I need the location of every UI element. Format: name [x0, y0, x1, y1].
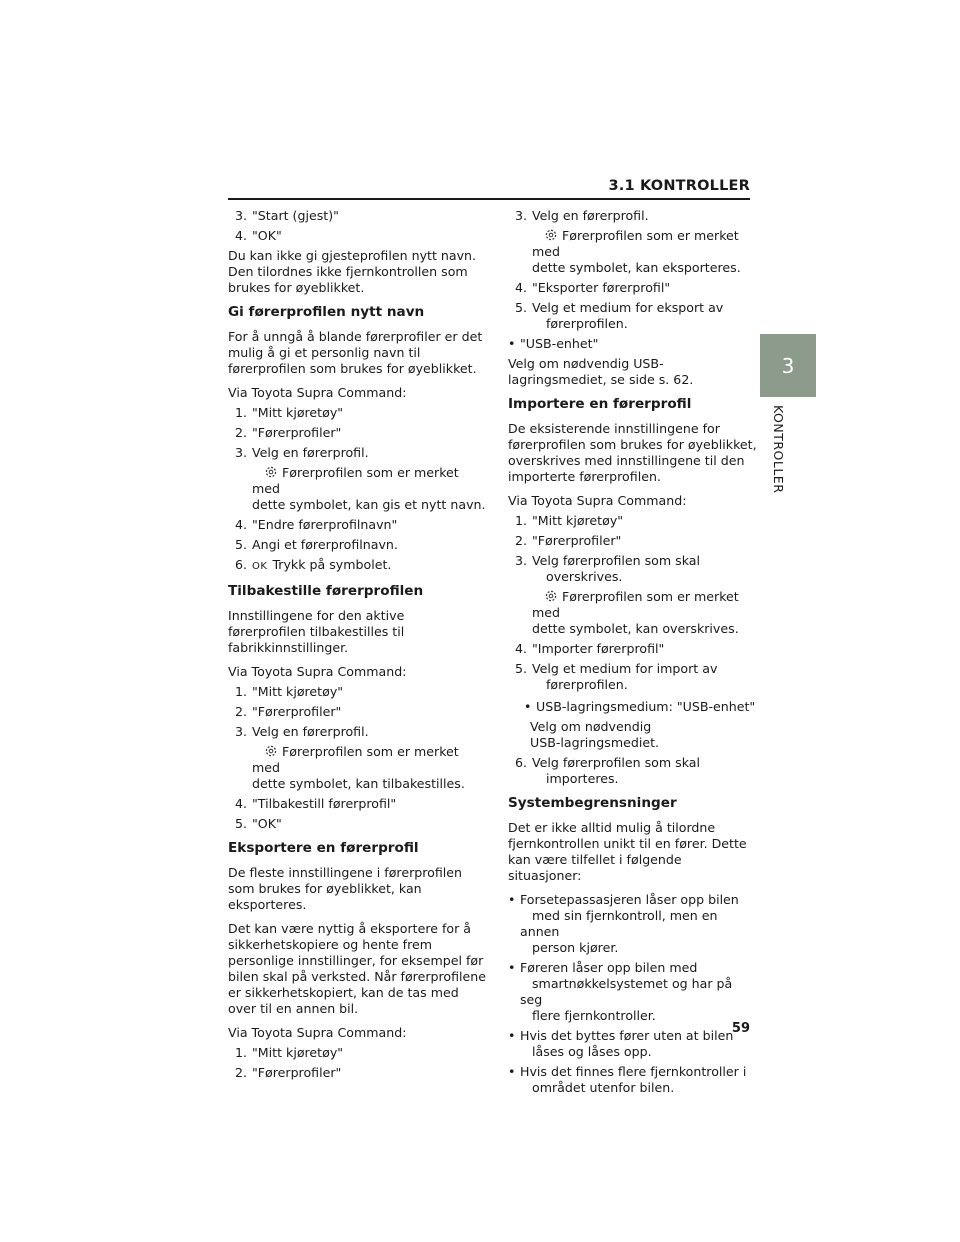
heading-system-limits: Systembegrensninger	[508, 795, 677, 811]
right-column	[508, 208, 758, 1100]
step: 5. Velg et medium for eksport av førerprofilen.	[515, 300, 724, 331]
via-command: Via Toyota Supra Command:	[508, 493, 687, 508]
via-command: Via Toyota Supra Command:	[228, 385, 407, 400]
step: 1. "Mitt kjøretøy"	[235, 405, 344, 420]
step: 5. Angi et førerprofilnavn.	[235, 537, 398, 552]
chapter-number: 3	[781, 353, 795, 378]
paragraph: De fleste innstillingene i førerprofilen som brukes for øyeblikket, kan eksporteres.	[228, 865, 463, 912]
bullet-item: • Hvis det finnes flere fjernkontroller i området utenfor bilen.	[508, 1064, 747, 1095]
paragraph: For å unngå å blande førerprofiler er det mulig å gi et personlig navn til førerprofilen som brukes for øyeblikket.	[228, 329, 483, 376]
header-rule	[228, 198, 750, 200]
section-header: 3.1 KONTROLLER	[608, 178, 750, 194]
bullet-item: • Føreren låser opp bilen med smartnøkkelsystemet og har på seg flere fjernkontroller.	[508, 960, 733, 1023]
step: 2. "Førerprofiler"	[515, 533, 622, 548]
step: 2. "Førerprofiler"	[235, 425, 342, 440]
step: 4. "OK"	[235, 228, 282, 243]
step-note: Førerprofilen som er merket med dette symbolet, kan tilbakestilles.	[252, 744, 465, 791]
bullet-item: • Forsetepassasjeren låser opp bilen med sin fjernkontroll, men en annen person kjører.	[508, 892, 739, 955]
step: 3. Velg førerprofilen som skal overskrives.	[515, 553, 700, 584]
step: 4. "Importer førerprofil"	[515, 641, 665, 656]
step: 5. Velg et medium for import av førerprofilen.	[515, 661, 718, 692]
paragraph: Innstillingene for den aktive førerprofilen tilbakestilles til fabrikkinnstillinger.	[228, 608, 405, 655]
step: 3. Velg en førerprofil.	[515, 208, 649, 223]
gear-icon	[544, 589, 558, 603]
heading-import-profile: Importere en førerprofil	[508, 396, 692, 412]
step: 2. "Førerprofiler"	[235, 704, 342, 719]
step: 2. "Førerprofiler"	[235, 1065, 342, 1080]
step: 4. "Tilbakestill førerprofil"	[235, 796, 397, 811]
paragraph: Velg om nødvendig USB-lagringsmediet, se side s. 62.	[508, 356, 694, 387]
step: 4. "Endre førerprofilnavn"	[235, 517, 398, 532]
step-note: Førerprofilen som er merket med dette symbolet, kan overskrives.	[532, 589, 739, 636]
gear-icon	[544, 228, 558, 242]
step: 3. "Start (gjest)"	[235, 208, 339, 223]
step: 1. "Mitt kjøretøy"	[235, 684, 344, 699]
bullet-item: • USB-lagringsmedium: "USB-enhet"	[524, 699, 756, 714]
paragraph: Det er ikke alltid mulig å tilordne fjernkontrollen unikt til en fører. Dette kan være tilfellet i følgende situasjoner:	[508, 820, 747, 883]
step: 6. OK Trykk på symbolet.	[228, 557, 486, 575]
chapter-tab	[760, 334, 816, 397]
step-note: Førerprofilen som er merket med dette symbolet, kan gis et nytt navn.	[252, 465, 486, 512]
via-command: Via Toyota Supra Command:	[228, 1025, 407, 1040]
step: 1. "Mitt kjøretøy"	[515, 513, 624, 528]
left-column	[228, 208, 486, 1085]
heading-rename-profile: Gi førerprofilen nytt navn	[228, 304, 425, 320]
via-command: Via Toyota Supra Command:	[228, 664, 407, 679]
step: 4. "Eksporter førerprofil"	[515, 280, 671, 295]
step: 3. Velg en førerprofil.	[235, 445, 369, 460]
step-note: Velg om nødvendig USB-lagringsmediet.	[530, 719, 660, 750]
page-number: 59	[731, 1021, 750, 1036]
heading-reset-profile: Tilbakestille førerprofilen	[228, 583, 424, 599]
step: 5. "OK"	[235, 816, 282, 831]
heading-export-profile: Eksportere en førerprofil	[228, 840, 419, 856]
step: 3. Velg en førerprofil.	[235, 724, 369, 739]
bullet-item: • Hvis det byttes fører uten at bilen låses og låses opp.	[508, 1028, 734, 1059]
bullet-item: • "USB-enhet"	[508, 336, 599, 351]
chapter-tab-label: KONTROLLER	[771, 405, 786, 494]
gear-icon	[264, 465, 278, 479]
step: 1. "Mitt kjøretøy"	[235, 1045, 344, 1060]
step: 6. Velg førerprofilen som skal importeres.	[515, 755, 700, 786]
gear-icon	[264, 744, 278, 758]
ok-icon: OK	[252, 561, 268, 572]
paragraph: De eksisterende innstillingene for førerprofilen som brukes for øyeblikket, overskrives med innstillingene til den importerte førerprofilen.	[508, 421, 757, 484]
paragraph: Det kan være nyttig å eksportere for å sikkerhetskopiere og hente frem personlige innstillinger, for eksempel før bilen skal på verksted. Når førerprofilene er sikkerhetskopiert, kan de tas med over til en annen bil.	[228, 921, 487, 1016]
paragraph: Du kan ikke gi gjesteprofilen nytt navn. Den tilordnes ikke fjernkontrollen som brukes for øyeblikket.	[228, 248, 477, 295]
step-note: Førerprofilen som er merket med dette symbolet, kan eksporteres.	[532, 228, 741, 275]
